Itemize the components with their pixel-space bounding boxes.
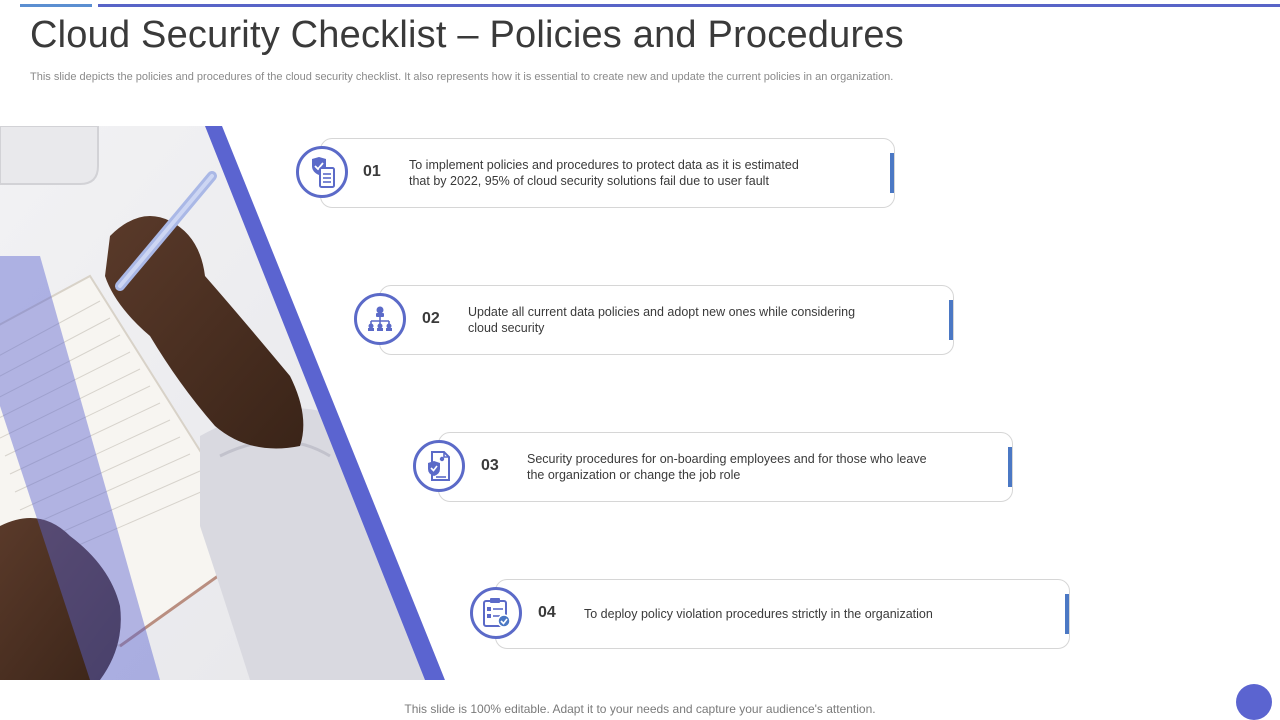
header-accent-line-short [20,4,92,7]
checklist-icon [470,587,522,639]
hierarchy-icon [354,293,406,345]
item-number: 01 [363,163,381,180]
page-indicator-dot [1236,684,1272,720]
item-number: 02 [422,310,440,327]
card-accent-bar [1065,594,1069,634]
card-accent-bar [1008,447,1012,487]
security-file-icon [413,440,465,492]
item-number: 03 [481,457,499,474]
list-item [379,285,954,355]
item-text: Security procedures for on-boarding employees and for those who leave the organization or change the job role [527,452,927,482]
list-item [438,432,1013,502]
footer-note: This slide is 100% editable. Adapt it to your needs and capture your audience's attention. [404,702,876,716]
page-title: Cloud Security Checklist – Policies and Procedures [30,14,904,56]
hand-writing-photo [0,126,445,680]
list-item [320,138,895,208]
item-number: 04 [538,604,556,621]
item-text: Update all current data policies and adopt new ones while considering cloud security [468,305,856,335]
page-subtitle: This slide depicts the policies and procedures of the cloud security checklist. It also represents how it is essential to create new and update the current policies in an organization. [30,71,894,83]
item-text: To deploy policy violation procedures strictly in the organization [584,607,933,621]
card-accent-bar [949,300,953,340]
header-accent-line-long [98,4,1280,7]
item-text: To implement policies and procedures to protect data as it is estimated that by 2022, 95% of cloud security solutions fail due to user fault [409,158,799,188]
list-item [495,579,1070,649]
card-accent-bar [890,153,894,193]
shield-document-icon [296,146,348,198]
